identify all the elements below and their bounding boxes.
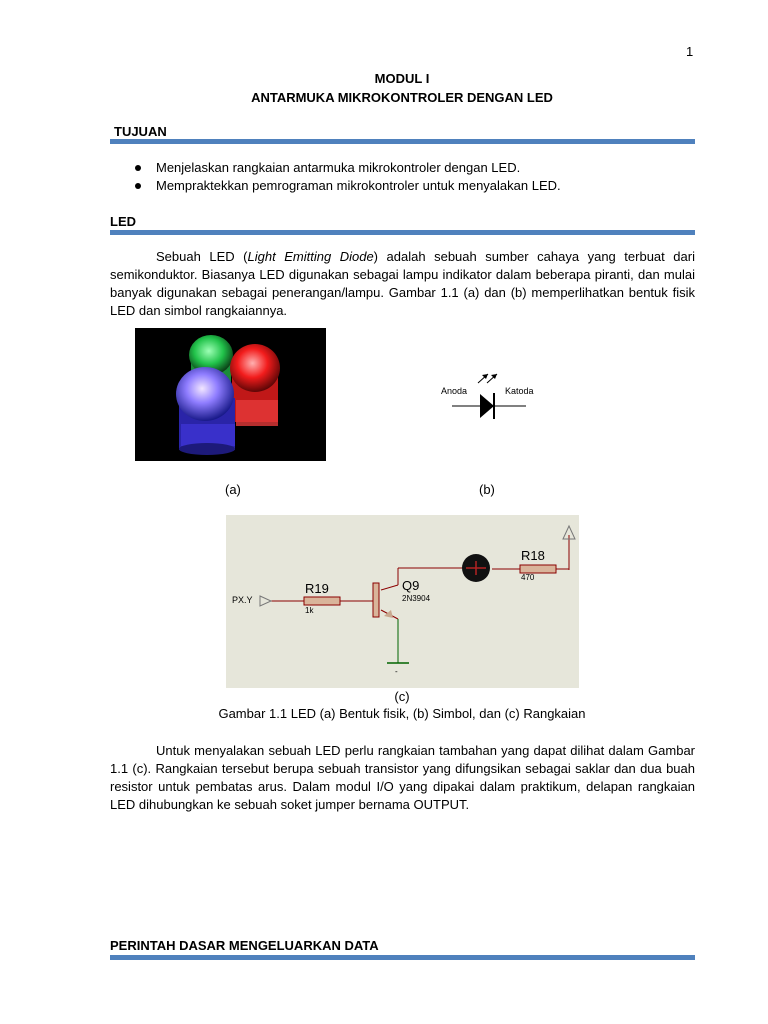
led-paragraph-2	[110, 742, 695, 814]
led-rule	[110, 230, 695, 235]
list-item	[110, 159, 710, 177]
goals-heading: TUJUAN	[114, 124, 167, 139]
module-title: MODUL I	[374, 71, 430, 86]
bullet-icon	[135, 165, 141, 171]
bullet-icon	[135, 183, 141, 189]
cathode-label: Katoda	[505, 386, 534, 396]
input-label: PX.Y	[232, 595, 253, 605]
para1-end: ) adalah sebuah sumber cahaya yang terbuat dari semikonduktor. Biasanya LED digunakan sebagai lampu indikator dalam beberapa piranti, dan mulai banyak digunakan sebagai penerangan/lampu. Gambar 1.1 (a) dan (b) memperlihatkan bentuk fisik LED dan simbol rangkaiannya.	[110, 249, 695, 318]
led-photo-graphic	[135, 328, 326, 461]
led-paragraph-1	[110, 248, 695, 320]
led-photo	[135, 328, 326, 461]
footer-rule	[110, 955, 695, 960]
para1-start: Sebuah LED (	[156, 249, 248, 264]
goal-text: Menjelaskan rangkaian antarmuka mikrokontroler dengan LED.	[156, 160, 521, 175]
figure-label-c: (c)	[394, 689, 410, 704]
ground-mark: -	[395, 667, 398, 676]
goal-text: Mempraktekkan pemrograman mikrokontroler untuk menyalakan LED.	[156, 178, 561, 193]
led-heading: LED	[110, 214, 136, 229]
q9-part: 2N3904	[402, 594, 431, 603]
figure-label-b: (b)	[479, 482, 495, 497]
r19-value: 1k	[305, 606, 314, 615]
module-subtitle: ANTARMUKA MIKROKONTROLER DENGAN LED	[251, 90, 553, 105]
r18-name: R18	[521, 548, 545, 563]
q9-name: Q9	[402, 578, 420, 593]
circuit-schematic	[226, 515, 579, 688]
goals-rule	[110, 139, 695, 144]
blue-led	[176, 367, 235, 455]
r19-name: R19	[305, 581, 329, 596]
para1-italic: Light Emitting Diode	[247, 249, 374, 264]
para2-text: Untuk menyalakan sebuah LED perlu rangkaian tambahan yang dapat dilihat dalam Gambar 1.1 (c). Rangkaian tersebut berupa sebuah transistor yang difungsikan sebagai saklar dan dua buah resistor untuk pembatas arus. Dalam modul I/O yang dipakai dalam praktikum, delapan rangkaian LED dihubungkan ke sebuah soket jumper bernama OUTPUT.	[110, 743, 695, 812]
figure-label-a: (a)	[225, 482, 241, 497]
red-led	[230, 344, 280, 426]
led-symbol	[436, 366, 546, 426]
figure-caption: Gambar 1.1 LED (a) Bentuk fisik, (b) Simbol, dan (c) Rangkaian	[218, 706, 586, 721]
footer-heading: PERINTAH DASAR MENGELUARKAN DATA	[110, 938, 379, 953]
r18-value: 470	[521, 573, 535, 582]
page-number: 1	[686, 44, 694, 59]
list-item	[110, 177, 710, 195]
anode-label: Anoda	[441, 386, 468, 396]
goals-list	[110, 159, 710, 195]
